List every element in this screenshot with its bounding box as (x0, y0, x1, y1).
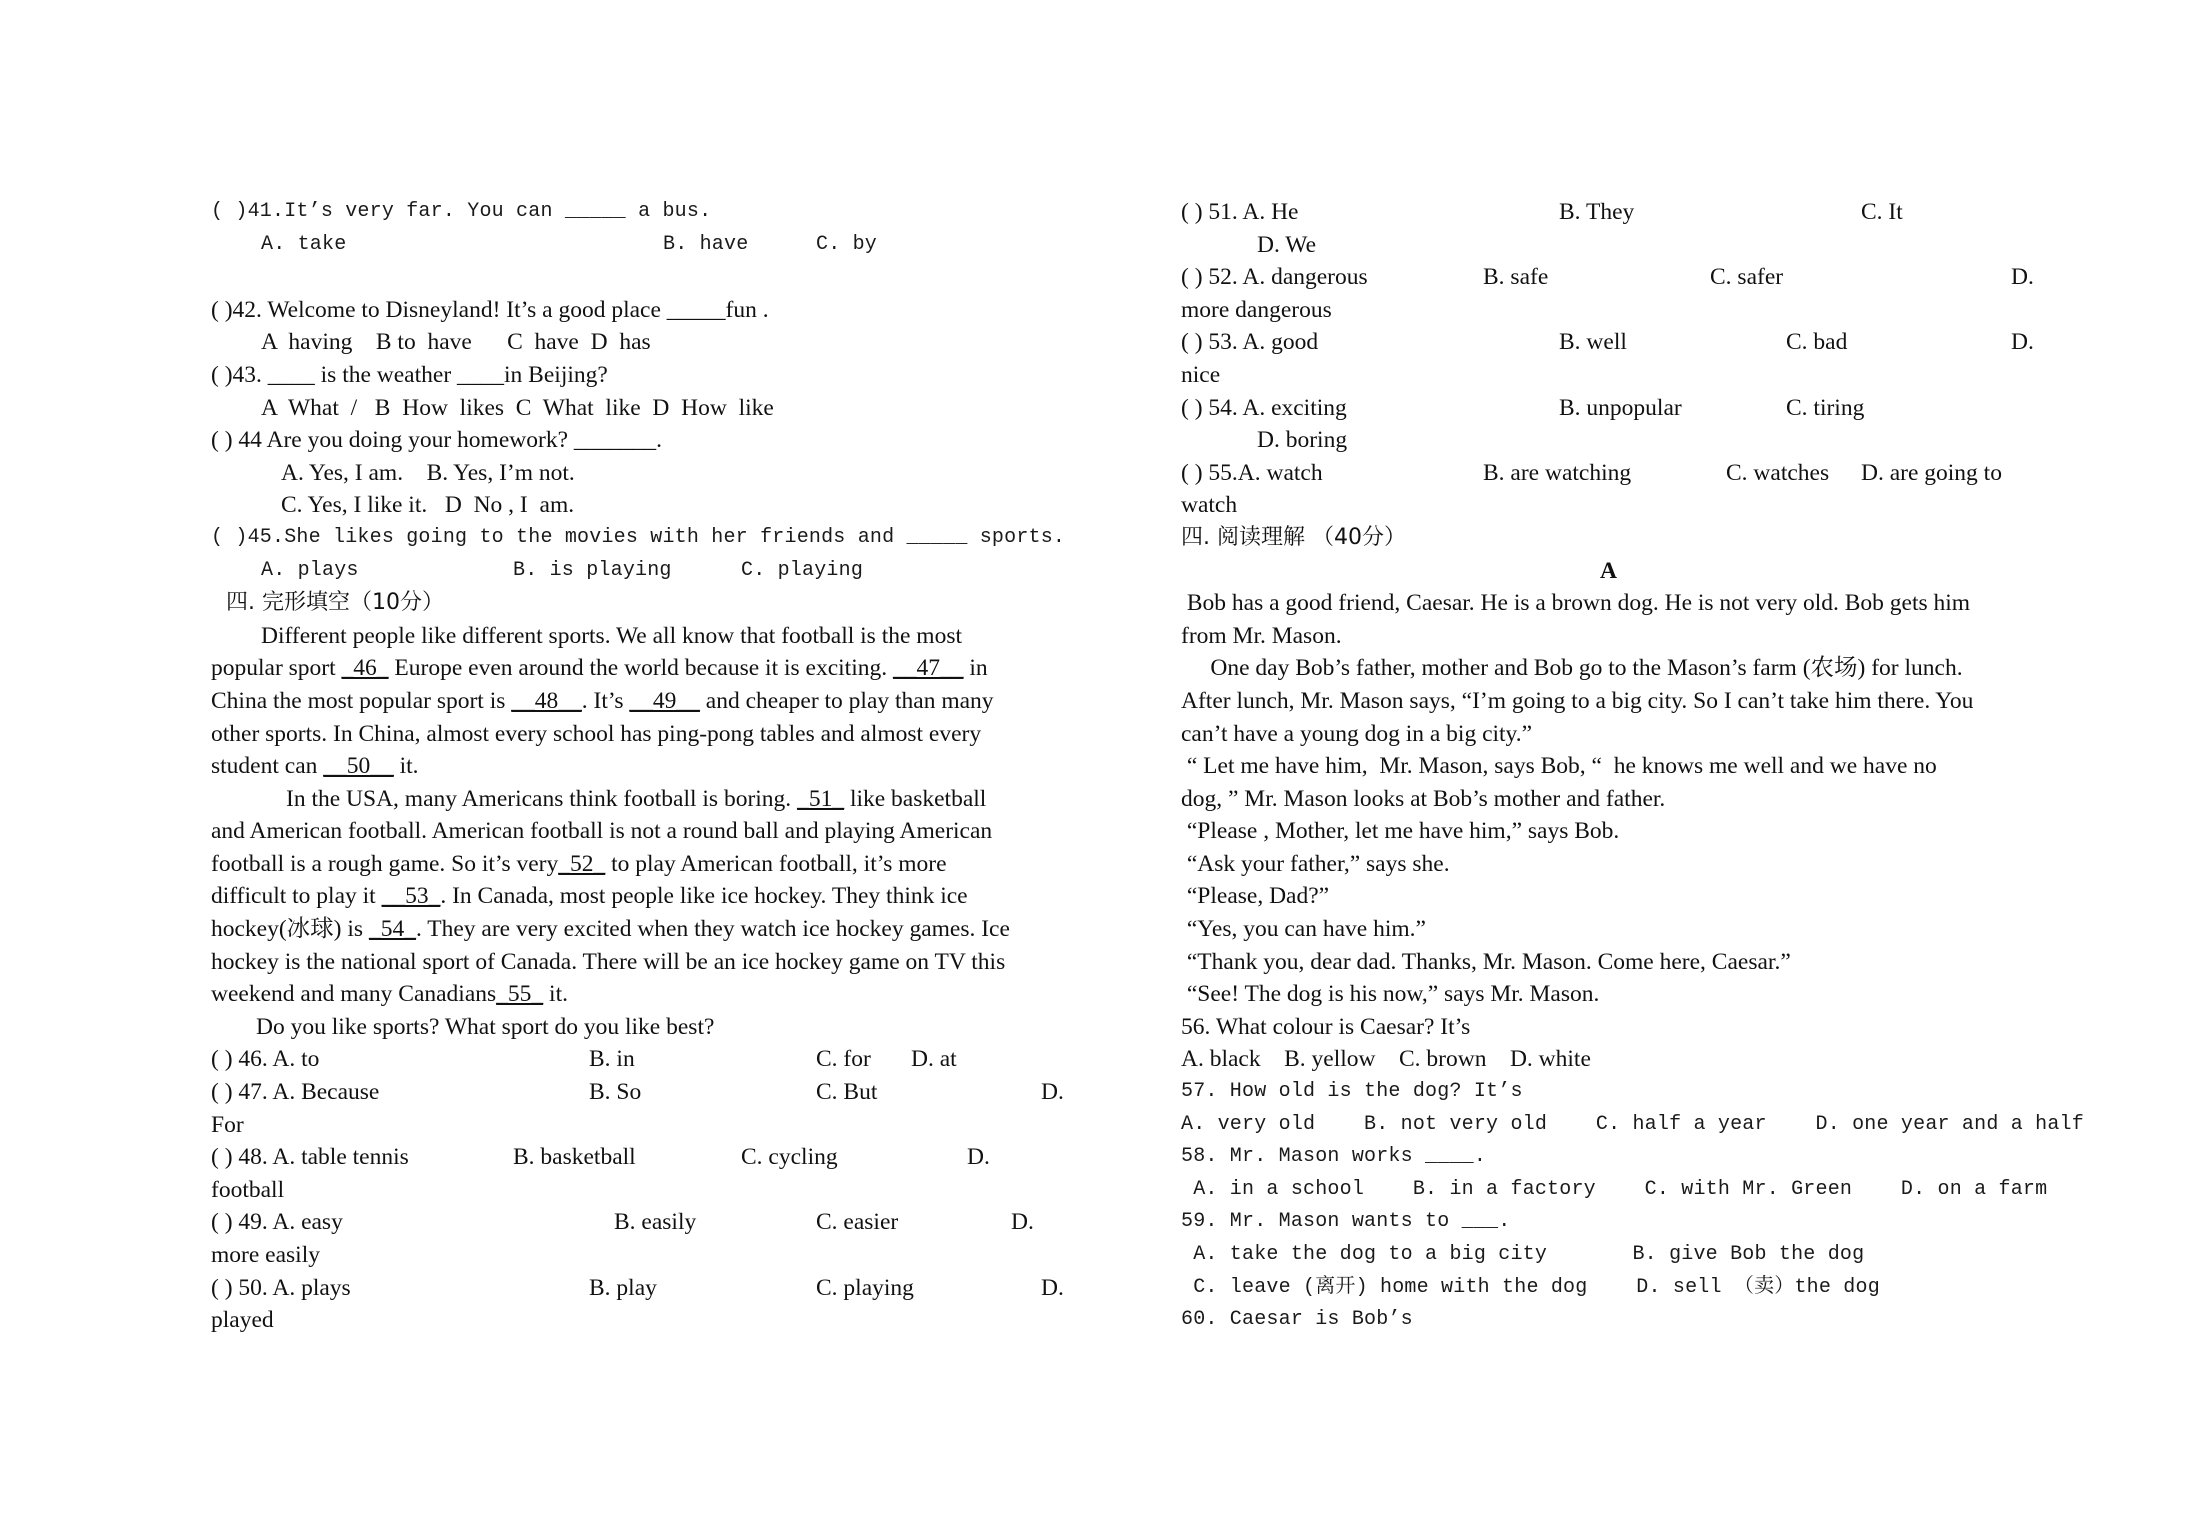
q51-option-d[interactable]: D. We (1257, 231, 1317, 258)
question-53-wrap: nice (1181, 361, 1221, 388)
q50-option-a[interactable]: ( ) 50. A. plays (211, 1274, 351, 1301)
question-50-wrap: played (211, 1307, 274, 1334)
q53-option-b[interactable]: B. well (1559, 329, 1627, 356)
passage-text: and cheaper to play than many (699, 687, 994, 714)
q43-options-text[interactable]: A What / B How likes C What like D How like (261, 394, 774, 421)
question-56: 56. What colour is Caesar? It’s (1181, 1013, 1471, 1040)
passage-line (211, 750, 1071, 783)
passage-text: Do you like sports? What sport do you like best? (256, 1013, 715, 1040)
question-52 (1181, 261, 2036, 294)
q52-option-d[interactable]: D. (2011, 264, 2034, 291)
question-46 (211, 1043, 1071, 1076)
q54-option-b[interactable]: B. unpopular (1559, 394, 1682, 421)
story-line: from Mr. Mason. (1181, 622, 1342, 649)
q55-option-c[interactable]: C. watches (1726, 459, 1830, 486)
passage-line (211, 620, 1071, 653)
question-43: ( )43. ____ is the weather ____in Beijing? (211, 361, 608, 388)
q44-options-1[interactable]: A. Yes, I am. B. Yes, I’m not. (281, 459, 575, 486)
question-48 (211, 1141, 1071, 1174)
q48-option-d[interactable]: D. (967, 1144, 990, 1171)
reading-title: A (1600, 557, 1617, 584)
question-59-options-row1[interactable]: A. take the dog to a big city B. give Bob the dog (1181, 1243, 1865, 1266)
q53-option-c[interactable]: C. bad (1786, 329, 1848, 356)
blank-51[interactable]: _51_ (797, 785, 845, 812)
story-line: “Please, Dad?” (1181, 883, 1330, 910)
question-57: 57. How old is the dog? It’s (1181, 1080, 1523, 1104)
passage-line (211, 1011, 1071, 1044)
question-47 (211, 1076, 1071, 1109)
passage-text: weekend and many Canadians (211, 981, 497, 1008)
q44-options-2[interactable]: C. Yes, I like it. D No , I am. (281, 492, 575, 519)
question-57-options[interactable]: A. very old B. not very old C. half a year D. one year and a half (1181, 1112, 2084, 1136)
question-51 (1181, 196, 2036, 229)
question-44: ( ) 44 Are you doing your homework? _______. (211, 427, 662, 454)
question-55-wrap: watch (1181, 492, 1238, 519)
spacer (211, 261, 1071, 294)
passage-text: it. (543, 981, 568, 1008)
question-44-options-row1 (211, 457, 1071, 490)
q50-option-b[interactable]: B. play (589, 1274, 657, 1301)
question-49-wrap: more easily (211, 1242, 320, 1268)
q41-option-c[interactable]: C. by (816, 232, 878, 256)
question-51-wrap (1181, 229, 2036, 262)
q51-option-b[interactable]: B. They (1559, 199, 1635, 225)
passage-line: hockey is the national sport of Canada. There will be an ice hockey game on TV this (211, 948, 1006, 975)
question-56-options[interactable]: A. black B. yellow C. brown D. white (1181, 1046, 1591, 1073)
question-59-options-row2[interactable]: C. leave (离开) home with the dog D. sell （卖）the dog (1181, 1275, 1880, 1299)
blank-49[interactable]: __49__ (629, 687, 700, 714)
question-48-wrap: football (211, 1176, 285, 1203)
story-line: Bob has a good friend, Caesar. He is a brown dog. He is not very old. Bob gets him (1181, 590, 1971, 617)
q52-option-c[interactable]: C. safer (1710, 264, 1784, 291)
question-54 (1181, 392, 2036, 425)
q47-option-b[interactable]: B. So (589, 1079, 642, 1106)
story-line: can’t have a young dog in a big city.” (1181, 720, 1533, 747)
passage-text: . In Canada, most people like ice hockey. They think ice (440, 883, 968, 910)
story-line: “See! The dog is his now,” says Mr. Mason. (1181, 981, 1600, 1008)
question-41-options (211, 229, 1071, 262)
passage-text: football is a rough game. So it’s very (211, 850, 559, 877)
q45-option-a[interactable]: A. plays (261, 558, 359, 582)
q45-option-b[interactable]: B. is playing (513, 558, 672, 582)
passage-line (211, 880, 1071, 913)
q49-option-a[interactable]: ( ) 49. A. easy (211, 1209, 343, 1236)
passage-line (211, 978, 1071, 1011)
blank-53[interactable]: __53_ (381, 883, 441, 910)
blank-55[interactable]: _55_ (496, 981, 544, 1008)
blank-48[interactable]: __48__ (511, 687, 582, 714)
q55-option-b[interactable]: B. are watching (1483, 459, 1632, 486)
story-line: dog, ” Mr. Mason looks at Bob’s mother and father. (1181, 785, 1666, 812)
right-column (1181, 196, 2084, 1337)
q53-option-d[interactable]: D. (2011, 329, 2034, 356)
story-line: “Thank you, dear dad. Thanks, Mr. Mason. Come here, Caesar.” (1181, 948, 1791, 975)
q53-option-a[interactable]: ( ) 53. A. good (1181, 329, 1319, 356)
q46-option-b[interactable]: B. in (589, 1046, 635, 1073)
passage-line (211, 783, 1071, 816)
question-47-wrap: For (211, 1111, 244, 1138)
q49-option-d[interactable]: D. (1011, 1209, 1034, 1236)
question-59: 59. Mr. Mason wants to ___. (1181, 1210, 1511, 1234)
q48-option-c[interactable]: C. cycling (741, 1144, 838, 1171)
question-58: 58. Mr. Mason works ____. (1181, 1145, 1487, 1169)
q55-option-d[interactable]: D. are going to (1861, 459, 2002, 486)
question-50 (211, 1272, 1071, 1305)
question-42: ( )42. Welcome to Disneyland! It’s a good place _____fun . (211, 296, 769, 323)
question-53 (1181, 326, 2036, 359)
blank-47[interactable]: __47__ (892, 655, 964, 682)
q52-option-b[interactable]: B. safe (1483, 264, 1549, 291)
blank-46[interactable]: _46_ (341, 655, 389, 682)
q42-options-text[interactable]: A having B to have C have D has (261, 329, 651, 356)
blank-50[interactable]: __50__ (323, 753, 394, 780)
passage-text: in (963, 655, 988, 682)
question-45: ( )45.She likes going to the movies with her friends and _____ sports. (211, 525, 1066, 549)
passage-text: . It’s (581, 687, 630, 714)
q46-option-d[interactable]: D. at (911, 1046, 957, 1073)
passage-line: other sports. In China, almost every school has ping-pong tables and almost every (211, 720, 982, 747)
question-45-options (211, 555, 1071, 588)
q49-option-c[interactable]: C. easier (816, 1209, 899, 1236)
q54-option-c[interactable]: C. tiring (1786, 394, 1865, 421)
cloze-heading (211, 587, 1071, 620)
q50-option-d[interactable]: D. (1041, 1274, 1064, 1301)
question-43-options (211, 392, 1071, 425)
question-41: ( )41.It’s very far. You can _____ a bus. (211, 200, 712, 223)
question-49 (211, 1206, 1071, 1239)
q48-option-b[interactable]: B. basketball (513, 1144, 636, 1171)
q52-option-a[interactable]: ( ) 52. A. dangerous (1181, 264, 1368, 291)
question-54-wrap (1181, 424, 2036, 457)
question-55 (1181, 457, 2036, 490)
blank-54[interactable]: _54_ (368, 916, 416, 943)
passage-text: it. (393, 753, 419, 780)
passage-text: . They are very excited when they watch ice hockey games. Ice (415, 916, 1010, 943)
q46-option-a[interactable]: ( ) 46. A. to (211, 1046, 320, 1073)
cloze-heading-text: 四. 完形填空（10分） (226, 590, 444, 616)
passage-text: to play American football, it’s more (605, 850, 947, 877)
passage-line (211, 685, 1071, 718)
story-line: “Ask your father,” says she. (1181, 850, 1450, 877)
q49-option-b[interactable]: B. easily (614, 1209, 697, 1236)
passage-line (211, 848, 1071, 881)
q41-option-b[interactable]: B. have (663, 232, 749, 256)
q51-option-a[interactable]: ( ) 51. A. He (1181, 199, 1299, 225)
passage-text: popular sport (211, 655, 342, 682)
story-line: “ Let me have him, Mr. Mason, says Bob, “ he knows me well and we have no (1181, 753, 1937, 780)
story-line: “Please , Mother, let me have him,” says Bob. (1181, 818, 1620, 845)
q51-option-c[interactable]: C. It (1861, 199, 1903, 225)
question-44-options-row2 (211, 489, 1071, 522)
passage-text: difficult to play it (211, 883, 382, 910)
question-42-options (211, 326, 1071, 359)
reading-heading: 四. 阅读理解 （40分） (1181, 524, 1406, 550)
passage-text: student can (211, 753, 324, 780)
q50-option-c[interactable]: C. playing (816, 1274, 914, 1301)
passage-line (211, 913, 1071, 946)
question-58-options[interactable]: A. in a school B. in a factory C. with Mr. Green D. on a farm (1181, 1177, 2048, 1201)
q41-option-a[interactable]: A. take (261, 232, 347, 256)
passage-text: hockey(冰球) is (211, 916, 369, 943)
passage-text: like basketball (844, 785, 987, 812)
story-line: “Yes, you can have him.” (1181, 916, 1426, 943)
passage-text: Different people like different sports. We all know that football is the most (261, 622, 962, 649)
q48-option-a[interactable]: ( ) 48. A. table tennis (211, 1144, 409, 1171)
passage-text: In the USA, many Americans think football is boring. (286, 785, 798, 812)
question-60: 60. Caesar is Bob’s (1181, 1308, 1413, 1332)
q54-option-a[interactable]: ( ) 54. A. exciting (1181, 394, 1347, 421)
q47-option-a[interactable]: ( ) 47. A. Because (211, 1079, 380, 1106)
q54-option-d[interactable]: D. boring (1257, 427, 1348, 454)
story-line: One day Bob’s father, mother and Bob go to the Mason’s farm (农场) for lunch. (1181, 655, 1963, 682)
passage-line (211, 652, 1071, 685)
passage-line: and American football. American football is not a round ball and playing American (211, 818, 993, 845)
q47-option-c[interactable]: C. But (816, 1079, 878, 1106)
story-line: After lunch, Mr. Mason says, “I’m going to a big city. So I can’t take him there. You (1181, 687, 1974, 714)
q47-option-d[interactable]: D. (1041, 1079, 1064, 1106)
passage-text: Europe even around the world because it is exciting. (388, 655, 893, 682)
question-52-wrap: more dangerous (1181, 296, 1332, 323)
left-column (211, 196, 1071, 1337)
q46-option-c[interactable]: C. for (816, 1046, 871, 1073)
q45-option-c[interactable]: C. playing (741, 558, 864, 582)
passage-text: China the most popular sport is (211, 687, 512, 714)
blank-52[interactable]: _52_ (558, 850, 606, 877)
q55-option-a[interactable]: ( ) 55.A. watch (1181, 459, 1323, 486)
